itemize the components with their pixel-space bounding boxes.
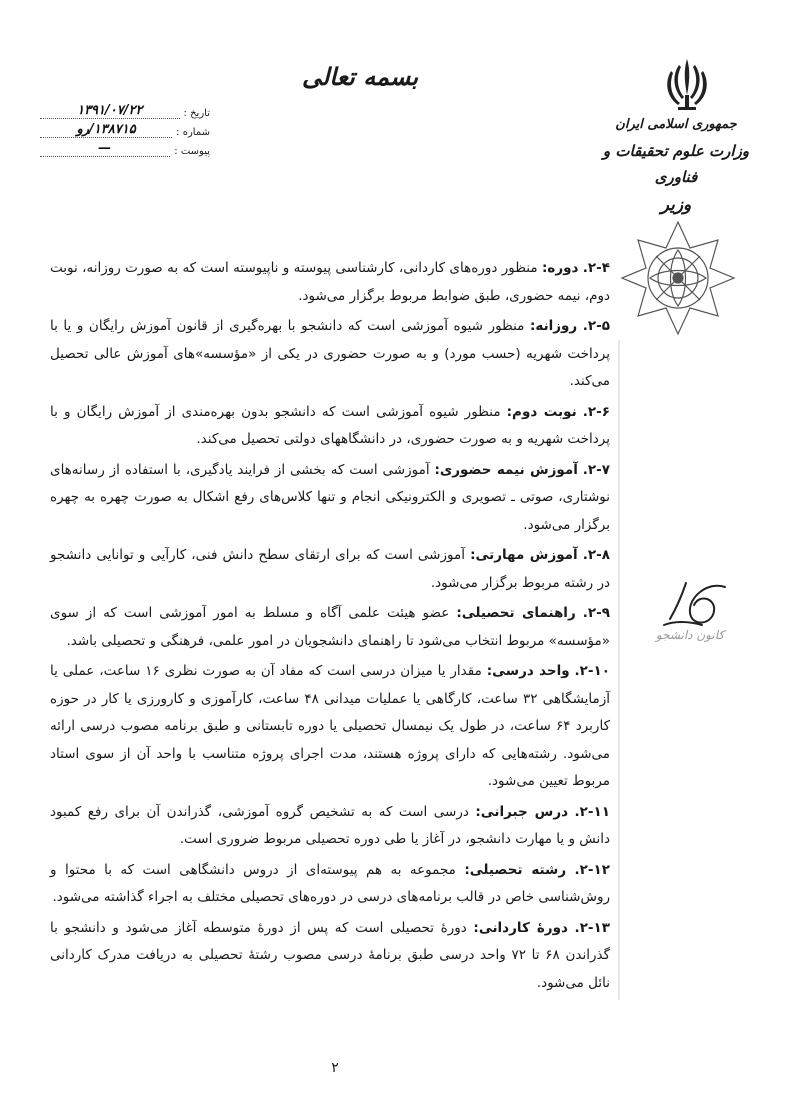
definition-term: دوره: — [541, 260, 579, 276]
margin-divider — [618, 340, 620, 1000]
definition-paragraph — [50, 600, 610, 655]
document-body — [50, 255, 610, 1000]
letter-meta — [40, 100, 210, 157]
date-row — [40, 100, 210, 119]
date-label: تاریخ : — [183, 108, 210, 119]
attachment-row — [40, 138, 210, 157]
definition-text: منظور شیوه آموزشی است که دانشجو بدون بهره‌مندی از آموزش رایگان و با پرداخت شهریه و به صورت حضوری، در دانشگاههای دولتی تحصیل می‌کند. — [50, 403, 610, 447]
definition-term: آموزش مهارتی: — [470, 547, 578, 563]
paragraph-number: ۲-۸. — [582, 547, 610, 563]
definition-term: واحد درسی: — [486, 663, 570, 679]
attachment-value: — — [40, 141, 170, 157]
definition-term: آموزش نیمه حضوری: — [434, 461, 578, 478]
org-line-republic: جمهوری اسلامی ایران — [615, 117, 737, 132]
definition-paragraph — [50, 542, 610, 597]
paragraph-number: ۲-۶. — [582, 403, 610, 420]
definition-paragraph — [50, 658, 610, 796]
iran-emblem-icon — [660, 55, 714, 113]
basmala: بسمه تعالی — [301, 62, 419, 91]
definition-text: منظور شیوه آموزشی است که دانشجو با بهره‌گیری از قانون آموزش رایگان و یا با پرداخت شهریه (حسب مورد) و به صورت حضوری در یکی از «مؤسسه»های آموزش عالی تحصیل می‌کند. — [50, 318, 610, 389]
page-number: ۲ — [331, 1060, 339, 1076]
definition-paragraph — [50, 857, 610, 912]
definition-term: روزانه: — [529, 318, 578, 334]
paragraph-number: ۲-۱۳. — [574, 919, 611, 936]
organization-block — [596, 112, 756, 218]
definition-text: منظور دوره‌های کاردانی، کارشناسی پیوسته و ناپیوسته است که به صورت روزانه، نوبت دوم، نیمه حضوری، طبق ضوابط مربوط برگزار می‌شود. — [50, 260, 610, 304]
definition-term: دورهٔ کاردانی: — [473, 919, 568, 936]
definition-text: عضو هیئت علمی آگاه و مسلط به امور آموزشی است که از سوی «مؤسسه» مربوط انتخاب می‌شود تا راهنمای دانشجویان در امور علمی، فرهنگی و تحصیلی باشد. — [50, 605, 610, 649]
definition-paragraph — [50, 915, 610, 998]
definition-text: مقدار یا میزان درسی است که مفاد آن به صورت نظری ۱۶ ساعت، عملی یا آزمایشگاهی ۳۲ ساعت، کارگاهی یا عملیات میدانی ۴۸ ساعت، کارآموزی و کارورزی یا کار در حوزه کاربرد ۶۴ ساعت، در طول یک نیمسال تحصیلی یا دوره تابستانی و طبق برنامه مصوب درسی ارائه می‌شود. رشته‌هایی که دارای پروژه هستند، مدت اجرای پروژه متناسب با واحد آن از سوی استاد مربوط تعیین می‌شود. — [50, 663, 610, 789]
definition-term: نوبت دوم: — [506, 403, 577, 420]
definition-text: درسی است که به تشخیص گروه آموزشی، گذراندن آن برای رفع کمبود دانش و یا مهارت دانشجو، در آغاز یا طی دوره تحصیلی مربوط ضروری است. — [50, 803, 610, 847]
definition-text: دورهٔ تحصیلی است که پس از دورهٔ متوسطه آغاز می‌شود و دانشجو با گذراندن ۶۸ تا ۷۲ واحد درسی طبق برنامهٔ درسی مصوب رشتهٔ تحصیلی به دریافت مدرک کاردانی نائل می‌شود. — [50, 919, 611, 991]
number-label: شماره : — [176, 127, 210, 138]
paragraph-number: ۲-۵. — [582, 318, 610, 334]
definition-paragraph — [50, 255, 610, 310]
number-value: ۱۳۸۷۱۵/رو — [40, 122, 172, 138]
number-row — [40, 119, 210, 138]
org-line-minister: وزیر — [660, 195, 692, 215]
persian-ornament-icon — [618, 218, 738, 338]
definition-text: آموزشی است که بخشی از فرایند یادگیری، با استفاده از رسانه‌های نوشتاری، صوتی ـ تصویری و الکترونیکی انجام و تنها کلاس‌های رفع اشکال به صورت چهره به چهره برگزار می‌شود. — [50, 461, 610, 533]
paragraph-number: ۲-۱۰. — [574, 663, 610, 679]
attachment-label: پیوست : — [174, 146, 210, 157]
definition-paragraph — [50, 313, 610, 396]
org-line-ministry: وزارت علوم تحقیقات و فناوری — [602, 142, 750, 186]
paragraph-number: ۲-۱۲. — [574, 861, 610, 878]
paragraph-number: ۲-۹. — [582, 605, 610, 621]
paragraph-number: ۲-۷. — [582, 461, 611, 478]
signature-icon — [650, 575, 740, 635]
definition-term: رشته تحصیلی: — [464, 861, 567, 878]
definition-text: مجموعه به هم پیوسته‌ای از دروس دانشگاهی است که با محتوا و روش‌شناسی خاص در قالب برنامه‌های درسی در دوره‌های تحصیلی مختلف به اجراء گذاشته می‌شود. — [50, 861, 610, 905]
definition-paragraph — [50, 399, 610, 454]
date-value: ۱۳۹۱/۰۷/۲۲ — [40, 103, 180, 119]
definition-term: راهنمای تحصیلی: — [456, 605, 576, 621]
paragraph-number: ۲-۴. — [582, 260, 611, 276]
definition-paragraph — [50, 457, 610, 540]
definition-text: آموزشی است که برای ارتقای سطح دانش فنی، کارآیی و توانایی دانشجو در رشته مربوط برگزار می‌شود. — [50, 547, 610, 591]
definition-term: درس جبرانی: — [475, 803, 569, 820]
paragraph-number: ۲-۱۱. — [574, 803, 610, 820]
definition-paragraph — [50, 799, 610, 854]
seal-caption: کانون دانشجو — [655, 628, 725, 642]
